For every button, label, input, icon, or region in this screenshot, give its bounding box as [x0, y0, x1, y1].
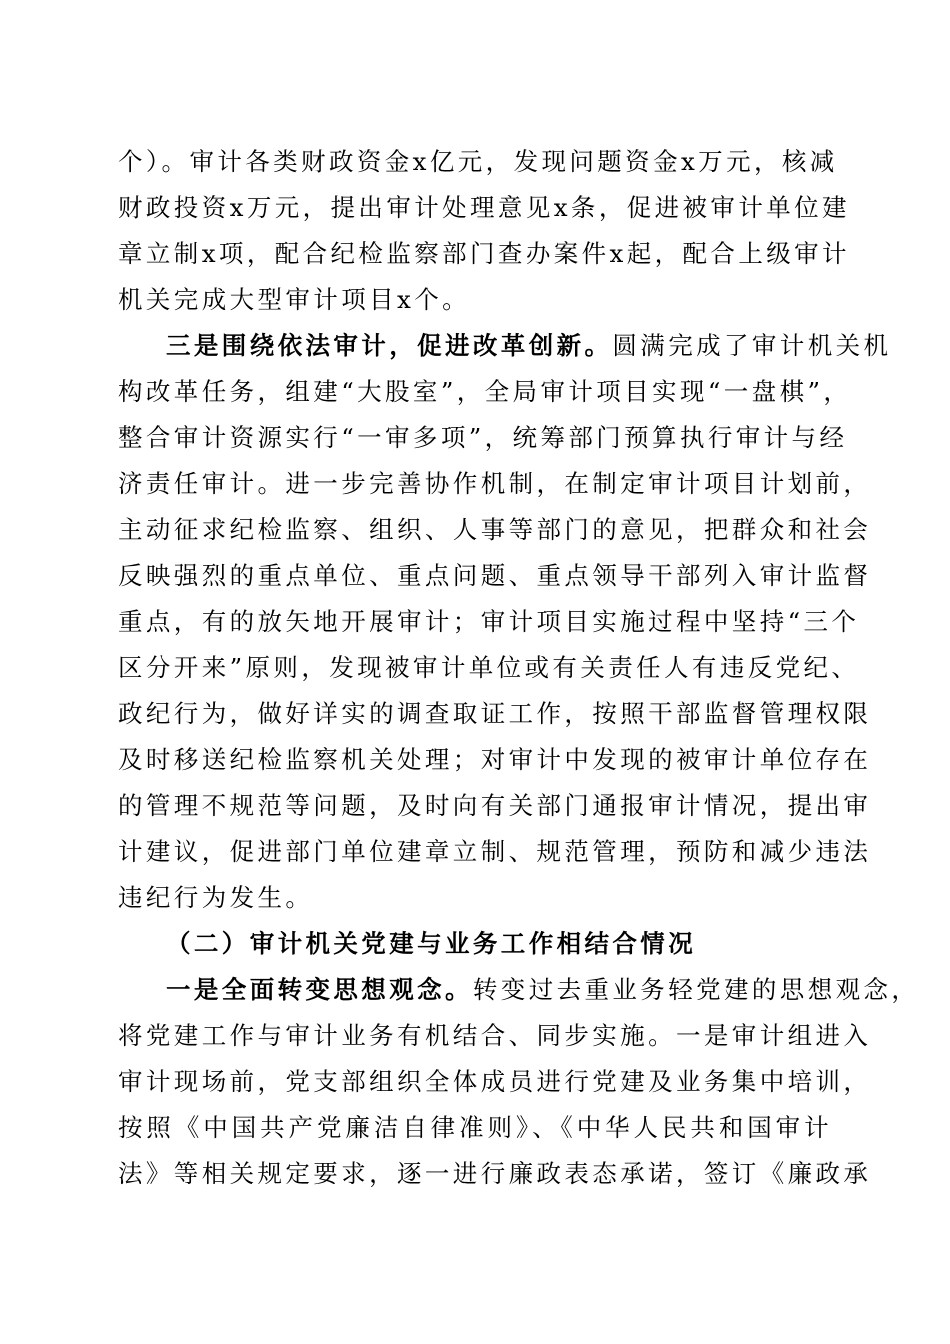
section-subheading: （二）审计机关党建与业务工作相结合情况	[166, 929, 697, 958]
paragraph-3-line-2: 将党建工作与审计业务有机结合、同步实施。一是审计组进入	[118, 1021, 872, 1050]
paragraph-2-line-3: 整合审计资源实行“一审多项”，统筹部门预算执行审计与经	[118, 423, 848, 452]
paragraph-1-line-4: 机关完成大型审计项目x个。	[118, 285, 471, 314]
paragraph-2-line-7: 重点，有的放矢地开展审计；审计项目实施过程中坚持“三个	[118, 607, 860, 636]
paragraph-2-first-line-rest: 圆满完成了审计机关机	[612, 331, 892, 360]
paragraph-2-line-13: 违纪行为发生。	[118, 883, 314, 912]
paragraph-2-lead: 三是围绕依法审计，促进改革创新。	[166, 331, 613, 360]
paragraph-2-line-11: 的管理不规范等问题，及时向有关部门通报审计情况，提出审	[118, 791, 872, 820]
paragraph-3-line-5: 法》等相关规定要求，逐一进行廉政表态承诺，签订《廉政承	[118, 1159, 872, 1188]
paragraph-3-line-3: 审计现场前，党支部组织全体成员进行党建及业务集中培训，	[118, 1067, 872, 1096]
paragraph-1-line-3: 章立制x项，配合纪检监察部门查办案件x起，配合上级审计	[118, 239, 850, 268]
paragraph-2-line-10: 及时移送纪检监察机关处理；对审计中发现的被审计单位存在	[118, 745, 872, 774]
paragraph-2-line-4: 济责任审计。进一步完善协作机制，在制定审计项目计划前，	[118, 469, 872, 498]
paragraph-3-first-line-rest: 转变过去重业务轻党建的思想观念，	[472, 975, 920, 1004]
paragraph-3-line-4: 按照《中国共产党廉洁自律准则》、《中华人民共和国审计	[118, 1113, 832, 1142]
paragraph-2-line-2: 构改革任务，组建“大股室”，全局审计项目实现“一盘棋”，	[118, 377, 852, 406]
paragraph-3-lead: 一是全面转变思想观念。	[166, 975, 473, 1004]
paragraph-2-line-1	[166, 331, 892, 361]
paragraph-1-line-1: 个）。审计各类财政资金x亿元，发现问题资金x万元，核减	[118, 147, 838, 176]
paragraph-2-line-6: 反映强烈的重点单位、重点问题、重点领导干部列入审计监督	[118, 561, 872, 590]
paragraph-2-line-5: 主动征求纪检监察、组织、人事等部门的意见，把群众和社会	[118, 515, 872, 544]
paragraph-2-line-12: 计建议，促进部门单位建章立制、规范管理，预防和减少违法	[118, 837, 872, 866]
paragraph-2-line-8: 区分开来”原则，发现被审计单位或有关责任人有违反党纪、	[118, 653, 860, 682]
paragraph-1-line-2: 财政投资x万元，提出审计处理意见x条，促进被审计单位建	[118, 193, 850, 222]
paragraph-2-line-9: 政纪行为，做好详实的调查取证工作，按照干部监督管理权限	[118, 699, 872, 728]
paragraph-3-line-1	[166, 975, 920, 1005]
